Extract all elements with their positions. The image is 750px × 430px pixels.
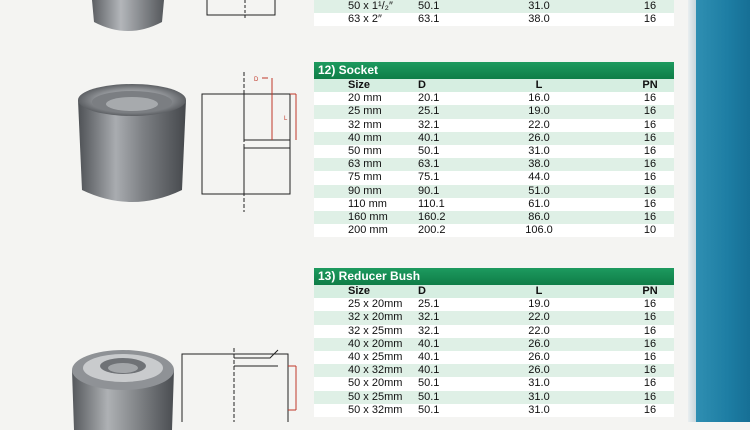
table-cell: 50 x 20mm [348, 377, 403, 390]
table-cell: 25 x 20mm [348, 298, 403, 311]
table-cell: 16 [643, 337, 657, 350]
table-cell: 32.1 [418, 311, 440, 324]
table-cell: 40 x 32mm [348, 364, 403, 377]
table-row [314, 298, 674, 311]
table-cell: 16 [643, 197, 657, 210]
table-cell: 10 [643, 224, 657, 237]
reducer-bush-table [314, 268, 674, 417]
table-cell: 63.1 [418, 158, 440, 171]
table-cell: 50.1 [418, 390, 440, 403]
table-cell: 26.0 [528, 364, 550, 377]
table-cell: 44.0 [528, 171, 550, 184]
top-fitting-drawing [205, 0, 280, 20]
table-cell: 50.1 [418, 377, 440, 390]
table-cell: 16 [643, 311, 657, 324]
table-row [314, 92, 674, 105]
brochure-sidebar [696, 0, 750, 422]
table-cell: 61.0 [528, 197, 550, 210]
table-row [314, 311, 674, 324]
table-cell: 38.0 [528, 158, 550, 171]
table-row [314, 224, 674, 237]
table-cell: 75 mm [348, 171, 382, 184]
table-cell: 40 mm [348, 131, 382, 144]
table-cell: 160 mm [348, 210, 388, 223]
reducer-bush-photo [68, 340, 178, 430]
section-title: 13) Reducer Bush [314, 268, 674, 285]
table-cell: 16 [643, 324, 657, 337]
table-cell: 16 [643, 210, 657, 223]
table-cell: 26.0 [528, 350, 550, 363]
table-row [314, 198, 674, 211]
table-cell: 31.0 [528, 377, 550, 390]
top-table [314, 0, 674, 26]
table-row [314, 132, 674, 145]
table-cell: 25.1 [418, 105, 440, 118]
table-cell: 16.0 [528, 92, 550, 105]
table-cell: 50.1 [418, 403, 440, 416]
table-cell: 40 x 25mm [348, 350, 403, 363]
table-cell: 22.0 [528, 311, 550, 324]
table-cell: 32.1 [418, 118, 440, 131]
table-cell: 26.0 [528, 337, 550, 350]
table-cell: 22.0 [528, 118, 550, 131]
table-cell: 110 mm [348, 197, 387, 210]
table-row [314, 364, 674, 377]
table-cell: 31.0 [528, 403, 550, 416]
table-cell: 20 mm [348, 92, 382, 105]
table-cell: 16 [643, 105, 657, 118]
table-row [314, 105, 674, 118]
table-cell: 50 x 32mm [348, 403, 403, 416]
socket-table [314, 62, 674, 237]
table-cell: 40.1 [418, 364, 440, 377]
table-header: Size D L PN [314, 285, 674, 298]
table-row [314, 171, 674, 184]
table-cell: 51.0 [528, 184, 550, 197]
table-cell: 16 [643, 350, 657, 363]
table-cell: 16 [643, 131, 657, 144]
table-cell: 25.1 [418, 298, 440, 311]
table-cell: 160.2 [418, 210, 446, 223]
table-cell: 40.1 [418, 350, 440, 363]
table-cell: 200.2 [418, 224, 446, 237]
table-cell: 86.0 [528, 210, 550, 223]
table-cell: 19.0 [528, 105, 550, 118]
socket-drawing [196, 72, 306, 212]
table-cell: 106.0 [525, 224, 553, 237]
table-row [314, 338, 674, 351]
table-cell: 22.0 [528, 324, 550, 337]
table-cell: 32.1 [418, 324, 440, 337]
table-cell: 63 mm [348, 158, 382, 171]
table-row [314, 404, 674, 417]
table-cell: 40.1 [418, 131, 440, 144]
table-cell: 40 x 20mm [348, 337, 403, 350]
table-row: 50 x 1¹/₂″ 50.1 31.0 16 [314, 0, 674, 13]
table-cell: 50 mm [348, 144, 382, 157]
table-cell: 200 mm [348, 224, 388, 237]
table-row [314, 158, 674, 171]
table-cell: 50 x 25mm [348, 390, 403, 403]
table-row [314, 325, 674, 338]
drawing-label-d: D [254, 77, 259, 83]
table-cell: 31.0 [528, 144, 550, 157]
table-cell: 16 [643, 92, 657, 105]
top-fitting-photo [88, 0, 168, 40]
table-cell: 110.1 [418, 197, 445, 210]
table-cell: 50.1 [418, 144, 440, 157]
table-cell: 16 [643, 364, 657, 377]
table-row [314, 119, 674, 132]
drawing-label-l: L [284, 116, 288, 122]
sidebar-edge [688, 0, 696, 422]
table-cell: 75.1 [418, 171, 440, 184]
table-row [314, 351, 674, 364]
table-cell: 16 [643, 184, 657, 197]
socket-photo [72, 80, 192, 210]
table-header: Size D L PN [314, 79, 674, 92]
table-row [314, 377, 674, 390]
table-row [314, 145, 674, 158]
table-cell: 16 [643, 377, 657, 390]
table-cell: 20.1 [418, 92, 440, 105]
table-cell: 16 [643, 158, 657, 171]
table-cell: 16 [643, 171, 657, 184]
table-cell: 40.1 [418, 337, 440, 350]
table-cell: 16 [643, 403, 657, 416]
table-row [314, 391, 674, 404]
table-cell: 16 [643, 298, 657, 311]
table-cell: 26.0 [528, 131, 550, 144]
table-cell: 25 mm [348, 105, 382, 118]
table-cell: 90.1 [418, 184, 440, 197]
table-cell: 16 [643, 144, 657, 157]
table-cell: 31.0 [528, 390, 550, 403]
table-cell: 32 x 25mm [348, 324, 403, 337]
table-cell: 16 [643, 118, 657, 131]
table-row [314, 185, 674, 198]
table-cell: 16 [643, 390, 657, 403]
table-cell: 32 x 20mm [348, 311, 403, 324]
table-row: 63 x 2″ 63.1 38.0 16 [314, 13, 674, 26]
reducer-bush-drawing [178, 348, 308, 422]
table-cell: 32 mm [348, 118, 382, 131]
table-row [314, 211, 674, 224]
table-cell: 90 mm [348, 184, 382, 197]
table-cell: 19.0 [528, 298, 550, 311]
section-title: 12) Socket [314, 62, 674, 79]
